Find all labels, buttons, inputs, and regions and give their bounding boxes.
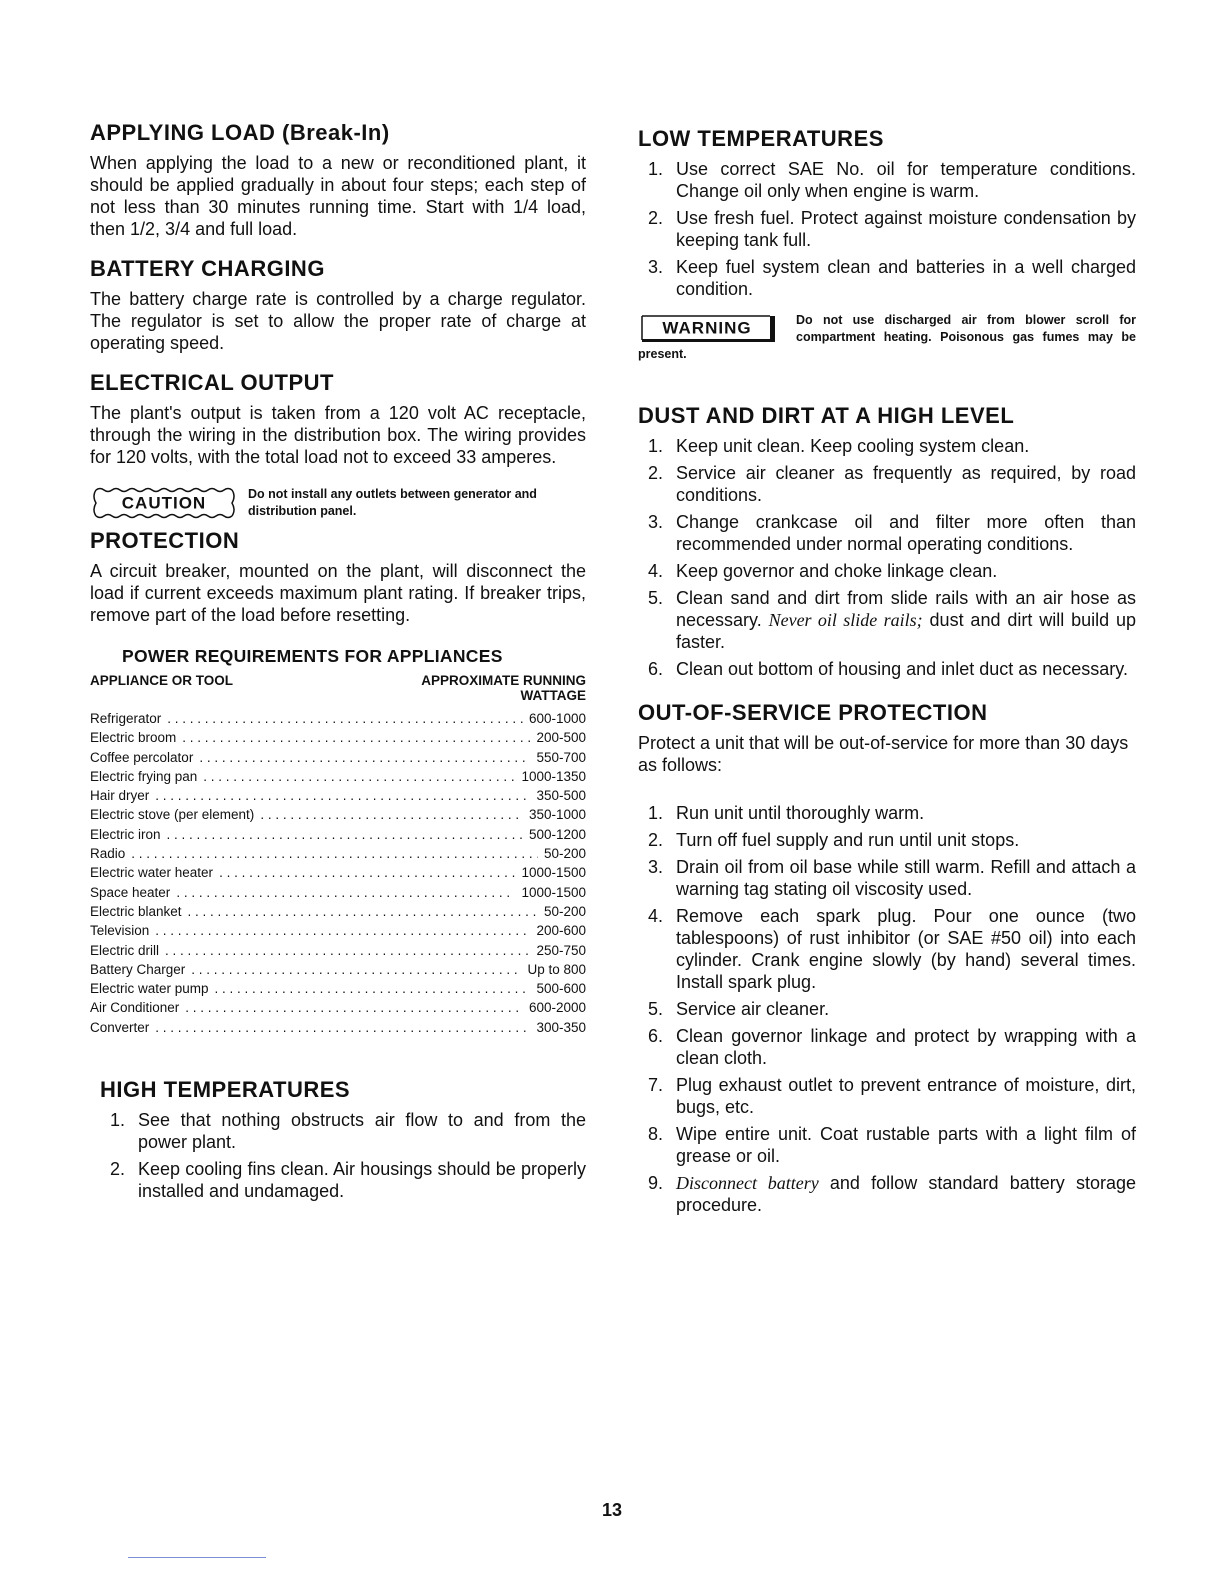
item-number: 9.	[648, 1173, 664, 1193]
list-item	[638, 802, 1136, 824]
warning-badge	[638, 314, 786, 342]
item-text-pre: Clean sand and dirt from slide rails with an air hose as necessary.	[676, 588, 1136, 630]
item-text: Use correct SAE No. oil for temperature conditions. Change oil only when engine is warm.	[676, 159, 1136, 201]
wattage-value: 1000-1500	[521, 865, 586, 881]
dot-leader	[167, 825, 523, 844]
item-text: Service air cleaner.	[676, 999, 830, 1019]
item-text: Clean out bottom of housing and inlet duct as necessary.	[676, 659, 1128, 679]
item-number: 1.	[648, 436, 664, 456]
appliance-name: Electric iron	[90, 826, 161, 842]
item-number: 1.	[648, 159, 664, 179]
caution-badge	[90, 486, 238, 520]
appliance-name: Electric blanket	[90, 903, 182, 919]
table-row	[90, 825, 586, 844]
item-text: Turn off fuel supply and run until unit stops.	[676, 830, 1020, 850]
appliance-name: Space heater	[90, 884, 171, 900]
heading-high-temperatures: HIGH TEMPERATURES	[100, 1077, 351, 1103]
table-row	[90, 767, 586, 786]
list-item	[638, 587, 1136, 653]
table-row	[90, 863, 586, 882]
page-number: 13	[601, 1500, 623, 1520]
wattage-value: 50-200	[543, 903, 586, 919]
caution-label: CAUTION	[121, 493, 207, 513]
table-row	[90, 844, 586, 863]
wattage-value: 500-1200	[528, 826, 586, 842]
section-low-temperatures	[638, 126, 1136, 300]
wattage-value: 200-500	[536, 730, 586, 746]
table-row	[90, 786, 586, 805]
list-item	[638, 462, 1136, 506]
wattage-value: 550-700	[536, 749, 586, 765]
list-item	[638, 998, 1136, 1020]
footer-rule	[128, 1557, 266, 1558]
item-number: 2.	[648, 830, 664, 850]
dot-leader	[155, 1018, 530, 1037]
item-text: See that nothing obstructs air flow to and from the power plant.	[138, 1110, 586, 1153]
item-emphasis: Never oil slide rails;	[768, 610, 923, 630]
high-temperatures-list	[100, 1109, 586, 1202]
list-item	[638, 1123, 1136, 1167]
section-applying-load	[90, 120, 586, 240]
appliance-name: Electric water heater	[90, 865, 214, 881]
item-number: 7.	[648, 1075, 664, 1095]
section-protection	[90, 528, 586, 626]
wattage-value: Up to 800	[527, 961, 586, 977]
item-number: 6.	[648, 659, 664, 679]
item-text: Keep fuel system clean and batteries in a well charged condition.	[676, 257, 1136, 299]
column-header-wattage: APPROXIMATE RUNNING WATTAGE	[421, 673, 586, 703]
appliance-name: Electric drill	[90, 942, 160, 958]
list-item	[638, 1025, 1136, 1069]
table-row	[90, 921, 586, 940]
table-row	[90, 979, 586, 998]
item-number: 3.	[648, 257, 664, 277]
item-number: 3.	[648, 512, 664, 532]
list-item	[638, 560, 1136, 582]
item-text: Keep governor and choke linkage clean.	[676, 561, 998, 581]
dot-leader	[167, 709, 523, 728]
dot-leader	[191, 960, 521, 979]
appliance-name: Refrigerator	[90, 711, 162, 726]
heading-low-temperatures: LOW TEMPERATURES	[638, 126, 884, 151]
list-item	[638, 511, 1136, 555]
section-electrical-output	[90, 370, 586, 468]
item-number: 2.	[648, 208, 664, 228]
item-text: Plug exhaust outlet to prevent entrance of moisture, dirt, bugs, etc.	[676, 1075, 1136, 1117]
appliance-name: Radio	[90, 846, 126, 862]
item-text: Clean governor linkage and protect by wrapping with a clean cloth.	[676, 1026, 1136, 1068]
table-row	[90, 805, 586, 824]
warning-label: WARNING	[662, 318, 752, 338]
table-row	[90, 1018, 586, 1037]
wattage-value: 1000-1350	[521, 768, 586, 784]
warning-notice	[638, 312, 1136, 363]
item-number: 8.	[648, 1124, 664, 1144]
wattage-value: 200-600	[536, 923, 586, 939]
power-requirements-table	[90, 646, 586, 1037]
paragraph-out-of-service-intro: Protect a unit that will be out-of-service for more than 30 days as follows:	[638, 733, 1129, 775]
appliance-name: Battery Charger	[90, 961, 186, 977]
item-text: Wipe entire unit. Coat rustable parts with a light film of grease or oil.	[676, 1124, 1136, 1166]
item-number: 2.	[110, 1159, 126, 1180]
dot-leader	[203, 767, 515, 786]
table-body	[90, 709, 586, 1037]
appliance-name: Electric stove (per element)	[90, 807, 255, 823]
appliance-name: Coffee percolator	[90, 749, 194, 765]
list-item	[638, 256, 1136, 300]
dot-leader	[176, 883, 515, 902]
list-item	[638, 435, 1136, 457]
heading-electrical-output: ELECTRICAL OUTPUT	[90, 370, 334, 395]
item-number: 1.	[648, 803, 664, 823]
item-number: 1.	[110, 1110, 126, 1131]
section-battery-charging	[90, 256, 586, 354]
list-item	[100, 1109, 586, 1153]
item-text: Remove each spark plug. Pour one ounce (two tablespoons) of rust inhibitor (or SAE #50 oil) into each cylinder. Crank engine slowly (by hand) several times. Install spark plug.	[676, 906, 1136, 992]
table-row	[90, 902, 586, 921]
list-item	[638, 658, 1136, 680]
item-text: Keep unit clean. Keep cooling system clean.	[676, 436, 1030, 456]
item-number: 6.	[648, 1026, 664, 1046]
appliance-name: Hair dryer	[90, 788, 150, 804]
out-of-service-list	[638, 802, 1136, 1216]
dot-leader	[155, 786, 530, 805]
dot-leader	[215, 979, 531, 998]
list-item	[638, 1074, 1136, 1118]
paragraph-protection: A circuit breaker, mounted on the plant, will disconnect the load if current exceeds maximum plant rating. If breaker trips, remove part of the load before resetting.	[90, 561, 586, 625]
wattage-value: 600-1000	[528, 711, 586, 726]
right-column	[638, 120, 1136, 1228]
wattage-value: 500-600	[536, 981, 586, 997]
list-item	[638, 1172, 1136, 1216]
wattage-value: 250-750	[536, 942, 586, 958]
dot-leader	[260, 805, 523, 824]
list-item	[638, 158, 1136, 202]
paragraph-applying-load: When applying the load to a new or reconditioned plant, it should be applied gradually in about four steps; each step of not less than 30 minutes running time. Start with 1/4 load, then 1/2, 3/4 and full load.	[90, 153, 586, 239]
list-item	[638, 829, 1136, 851]
wattage-value: 50-200	[543, 846, 586, 862]
table-row	[90, 728, 586, 747]
section-high-temperatures	[100, 1077, 586, 1202]
item-text: Run unit until thoroughly warm.	[676, 803, 925, 823]
appliance-name: Converter	[90, 1019, 150, 1035]
dot-leader	[185, 998, 523, 1017]
heading-dust-dirt: DUST AND DIRT AT A HIGH LEVEL	[638, 403, 1015, 428]
table-row	[90, 883, 586, 902]
table-row	[90, 748, 586, 767]
dot-leader	[182, 728, 530, 747]
appliance-name: Electric broom	[90, 730, 177, 746]
list-item	[638, 905, 1136, 993]
item-number: 3.	[648, 857, 664, 877]
wattage-value: 350-1000	[528, 807, 586, 823]
item-text: Keep cooling fins clean. Air housings should be properly installed and undamaged.	[138, 1159, 586, 1202]
heading-battery-charging: BATTERY CHARGING	[90, 256, 325, 281]
column-header-appliance: APPLIANCE OR TOOL	[90, 673, 234, 688]
item-text: Use fresh fuel. Protect against moisture condensation by keeping tank full.	[676, 208, 1136, 250]
table-row	[90, 998, 586, 1017]
table-row	[90, 709, 586, 728]
wattage-value: 350-500	[536, 788, 586, 804]
item-text: Service air cleaner as frequently as required, by road conditions.	[676, 463, 1136, 505]
warning-text: Do not use discharged air from blower scroll for compartment heating. Poisonous gas fumes may be present.	[638, 313, 1136, 361]
paragraph-battery-charging: The battery charge rate is controlled by a charge regulator. The regulator is set to allow the proper rate of charge at operating speed.	[90, 289, 586, 353]
wattage-value: 1000-1500	[521, 884, 586, 900]
table-row	[90, 960, 586, 979]
heading-protection: PROTECTION	[90, 528, 240, 553]
dot-leader	[188, 902, 538, 921]
appliance-name: Television	[90, 923, 150, 939]
section-out-of-service	[638, 700, 1136, 1216]
dot-leader	[155, 921, 530, 940]
dot-leader	[199, 748, 530, 767]
item-text-post: dust and dirt will build up faster.	[676, 610, 1136, 652]
heading-out-of-service: OUT-OF-SERVICE PROTECTION	[638, 700, 988, 725]
item-number: 4.	[648, 906, 664, 926]
item-text: Drain oil from oil base while still warm. Refill and attach a warning tag stating oil viscosity used.	[676, 857, 1136, 899]
table-row	[90, 941, 586, 960]
list-item	[100, 1158, 586, 1202]
dot-leader	[165, 941, 530, 960]
appliance-name: Electric water pump	[90, 981, 209, 997]
low-temperatures-list	[638, 158, 1136, 300]
wattage-value: 600-2000	[528, 1000, 586, 1016]
dot-leader	[219, 863, 515, 882]
heading-applying-load: APPLYING LOAD (Break-In)	[90, 120, 390, 145]
dust-dirt-list	[638, 435, 1136, 680]
item-text: Change crankcase oil and filter more often than recommended under normal operating conditions.	[676, 512, 1136, 554]
list-item	[638, 856, 1136, 900]
item-number: 2.	[648, 463, 664, 483]
list-item	[638, 207, 1136, 251]
table-title: POWER REQUIREMENTS FOR APPLIANCES	[122, 646, 503, 666]
left-column	[90, 120, 586, 1214]
item-number: 5.	[648, 588, 664, 608]
item-emphasis: Disconnect battery	[676, 1173, 819, 1193]
paragraph-electrical-output: The plant's output is taken from a 120 volt AC receptacle, through the wiring in the distribution box. The wiring provides for 120 volts, with the total load not to exceed 33 amperes.	[90, 403, 586, 467]
item-number: 5.	[648, 999, 664, 1019]
item-number: 4.	[648, 561, 664, 581]
wattage-value: 300-350	[536, 1019, 586, 1035]
dot-leader	[131, 844, 538, 863]
section-dust-dirt	[638, 403, 1136, 680]
appliance-name: Electric frying pan	[90, 768, 198, 784]
item-text-post: and follow standard battery storage procedure.	[676, 1173, 1136, 1215]
caution-text: Do not install any outlets between generator and distribution panel.	[248, 487, 537, 518]
appliance-name: Air Conditioner	[90, 1000, 180, 1016]
caution-notice	[90, 484, 586, 520]
table-header	[90, 673, 586, 703]
